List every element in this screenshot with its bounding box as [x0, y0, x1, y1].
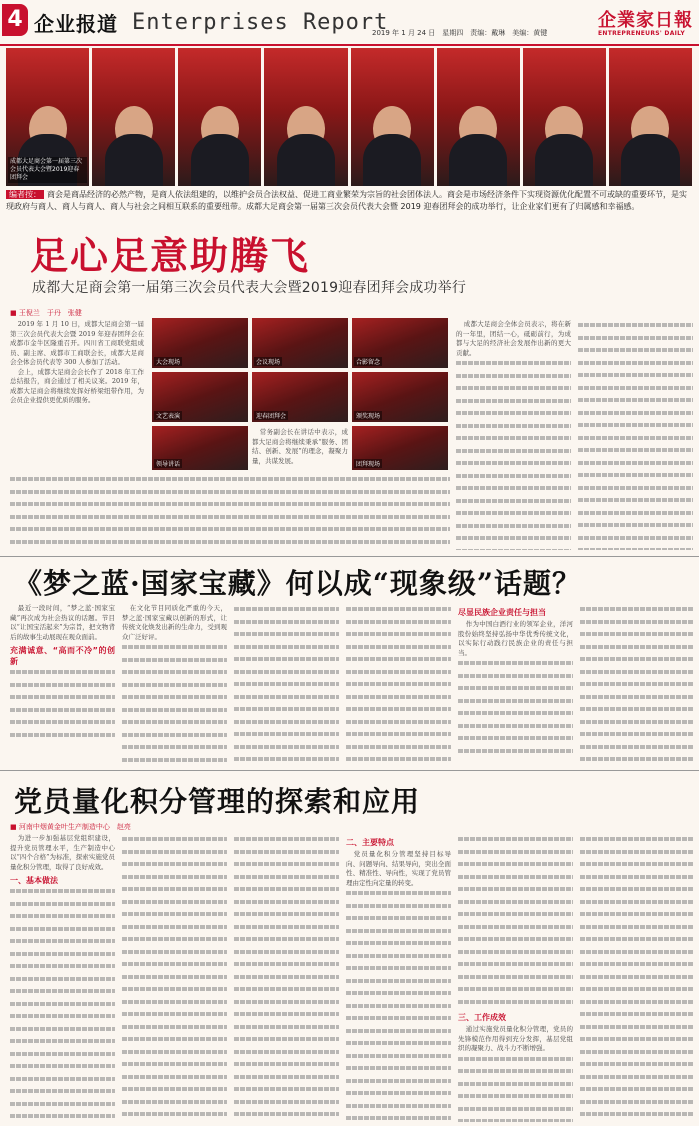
speaker-photo [523, 48, 606, 186]
event-photo: 会议现场 [252, 318, 348, 368]
section-title: 企业报道 [34, 12, 118, 36]
event-photo: 团拜现场 [352, 426, 448, 470]
section-title-en: Enterprises Report [132, 10, 389, 35]
article3-subhead: 一、基本做法 [10, 876, 58, 885]
article2-column-4 [346, 604, 451, 764]
article1-byline: ■ 王倪兰 于丹 张健 [10, 309, 82, 317]
newspaper-logo: 企業家日報 [598, 10, 693, 31]
header-rule [0, 44, 699, 46]
article3-headline: 党员量化积分管理的探索和应用 [14, 785, 421, 818]
article2-paragraph: 最近一段时间，“梦之蓝·国家宝藏”再次成为社会热议的话题。节目以“让国宝活起来”为宗旨，把文物背后的故事生动展现在观众面前。 [10, 604, 115, 641]
editor-note-text: 商会是商品经济的必然产物，是商人依法组建的，以维护会员合法权益、促进工商业繁荣为宗旨的社会团体法人。商会是市场经济条件下实现资源优化配置不可或缺的重要环节，是实现政府与商人、商人与商人、商人与社会之间相互联系的重要纽带。成都大足商会第一届第三次会员代表大会暨 2019 迎春团拜会的成功举行，让企业家们更有了归属感和幸福感。 [6, 190, 687, 211]
article3-paragraph: 为进一步加强基层党组织建设，提升党员管理水平，生产制造中心以“四个合格”为标准，探索实施党员量化积分管理，取得了良好成效。 [10, 834, 115, 871]
speaker-photo [264, 48, 347, 186]
article1-paragraph: 2019 年 1 月 10 日，成都大足商会第一届第三次会员代表大会暨 2019 年迎春团拜会在成都市金牛区隆重召开。四川省工商联党组成员、副主席、成都市工商联会长，成都大足商会全体会员代表等 300 人参加了活动。 [10, 320, 144, 366]
newspaper-logo-en: ENTREPRENEURS' DAILY [598, 30, 685, 37]
speaker-photo [92, 48, 175, 186]
article3-column-4 [346, 834, 451, 1122]
photo-strip [6, 48, 692, 186]
article3-column-6 [580, 834, 693, 1122]
article2-column-5 [458, 604, 573, 764]
event-photo: 颁奖现场 [352, 372, 448, 422]
article3-paragraph: 党员量化积分管理坚持目标导向、问题导向、结果导向，突出全面性、精准性、导向性，实现了党员管理由定性向定量的转变。 [346, 850, 451, 887]
page-header [0, 0, 699, 44]
article2-paragraph: 作为中国白酒行业的领军企业，洋河股份始终坚持弘扬中华优秀传统文化，以实际行动践行民族企业的责任与担当。 [458, 620, 573, 657]
article3-column-1 [10, 834, 115, 1122]
article3-column-5 [458, 834, 573, 1122]
article1-headline: 足心足意助腾飞 [30, 233, 311, 278]
article3-byline: ■ 河南中烟黄金叶生产制造中心 赵亮 [10, 823, 131, 831]
speaker-photo [6, 48, 89, 186]
section-divider [0, 770, 699, 771]
article1-column-4 [456, 320, 571, 550]
event-photo: 迎春团拜会 [252, 372, 348, 422]
speaker-photo [609, 48, 692, 186]
article1-lower-text [10, 474, 450, 550]
speaker-photo [351, 48, 434, 186]
article3-subhead: 二、主要特点 [346, 838, 394, 847]
section-divider [0, 556, 699, 557]
article3-subhead: 三、工作成效 [458, 1013, 506, 1022]
article2-column-1 [10, 604, 115, 764]
event-photo: 合影留念 [352, 318, 448, 368]
article1-column-1 [10, 320, 144, 470]
photo-caption: 成都大足商会第一届第三次会员代表大会暨2019迎春团拜会 [8, 157, 87, 183]
speaker-photo [437, 48, 520, 186]
article3-paragraph: 通过实施党员量化积分管理，党员的先锋模范作用得到充分发挥，基层党组织的凝聚力、战斗力不断增强。 [458, 1025, 573, 1052]
event-photo: 领导讲话 [152, 426, 248, 470]
article1-paragraph: 常务副会长在讲话中表示，成都大足商会将继续秉承“服务、团结、创新、发展”的理念，凝聚力量，共谋发展。 [252, 428, 348, 465]
editor-note [6, 189, 692, 213]
editor-note-label: 编者按： [6, 190, 44, 199]
article2-column-3 [234, 604, 339, 764]
article2-paragraph: 在文化节目同质化严重的今天，梦之蓝·国家宝藏以创新的形式，让传统文化焕发出新的生命力，受到观众广泛好评。 [122, 604, 227, 641]
article2-headline: 《梦之蓝·国家宝藏》何以成“现象级”话题？ [14, 567, 581, 600]
article2-subhead: 充满诚意、“高而不冷”的创新 [10, 646, 115, 666]
article1-column-inline [252, 428, 348, 470]
event-photo: 文艺表演 [152, 372, 248, 422]
page-number: 4 [2, 4, 28, 36]
article1-paragraph: 会上，成都大足商会会长作了 2018 年工作总结报告，商会通过了相关议案。2019 年，成都大足商会将继续发挥好桥梁纽带作用，为会员企业提供更优质的服务。 [10, 367, 144, 404]
article1-column-5 [578, 320, 693, 550]
article3-column-3 [234, 834, 339, 1122]
event-photo: 大会现场 [152, 318, 248, 368]
article2-subhead: 尽显民族企业责任与担当 [458, 608, 546, 617]
article2-column-6 [580, 604, 693, 764]
article2-column-2 [122, 604, 227, 764]
article1-paragraph: 成都大足商会全体会员表示，将在新的一年里，团结一心，砥砺前行，为成都与大足的经济社会发展作出新的更大贡献。 [456, 320, 571, 357]
article1-subhead: 成都大足商会第一届第三次会员代表大会暨2019迎春团拜会成功举行 [32, 280, 467, 296]
issue-date-line: 2019 年 1 月 24 日 星期四 责编：戴琳 美编：黄键 [372, 29, 548, 37]
speaker-photo [178, 48, 261, 186]
article3-column-2 [122, 834, 227, 1122]
